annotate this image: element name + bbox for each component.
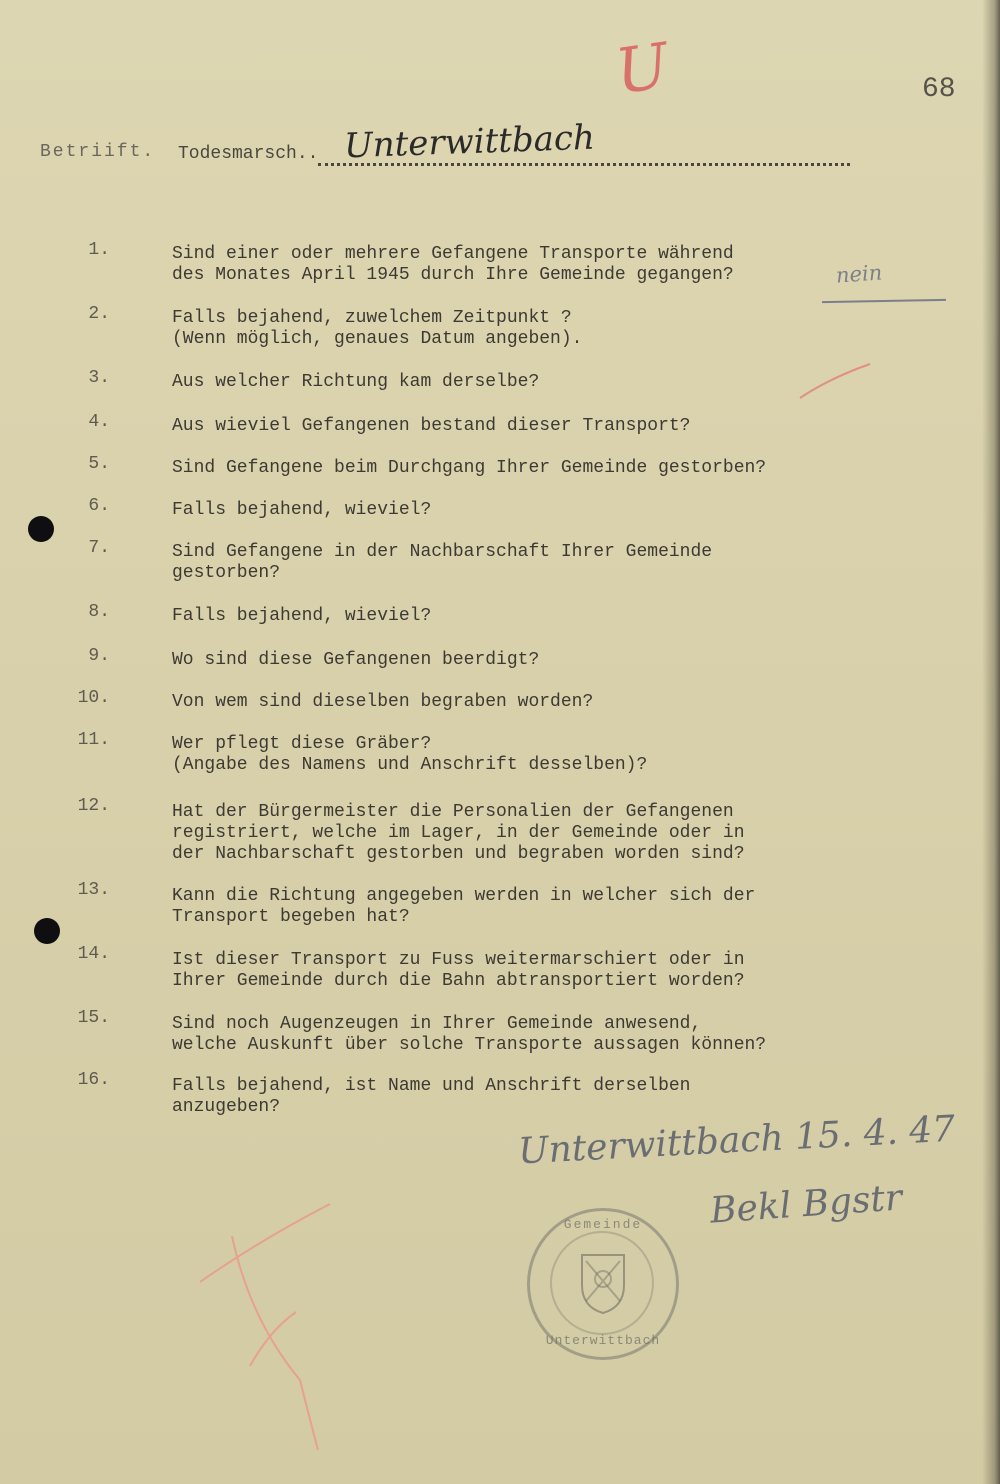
- question-text: Sind Gefangene in der Nachbarschaft Ihrer Gemeinde gestorben?: [172, 542, 713, 583]
- question-text: Falls bejahend, zuwelchem Zeitpunkt ? (Wenn möglich, genaues Datum angeben).: [172, 308, 583, 349]
- question-number: 9.: [88, 646, 110, 666]
- question-number: 14.: [77, 944, 110, 964]
- question-text: Falls bejahend, ist Name und Anschrift derselben anzugeben?: [172, 1076, 691, 1117]
- stamp-bottom-text: Unterwittbach: [545, 1333, 661, 1348]
- question-text: Kann die Richtung angegeben werden in welcher sich der Transport begeben hat?: [172, 886, 756, 927]
- question-number: 8.: [88, 602, 110, 622]
- subject-text: Todesmarsch..: [178, 144, 319, 164]
- red-cross-stroke: [232, 1236, 318, 1450]
- page-edge-shadow: [982, 0, 1000, 1484]
- red-cross-stroke: [200, 1204, 330, 1282]
- question-text: Wer pflegt diese Gräber? (Angabe des Namens und Anschrift desselben)?: [172, 734, 648, 775]
- municipal-stamp: [527, 1208, 679, 1360]
- red-handwritten-mark: U: [611, 28, 674, 109]
- question-number: 16.: [77, 1070, 110, 1090]
- folio-number: 68: [922, 74, 956, 105]
- question-text: Sind Gefangene beim Durchgang Ihrer Gemeinde gestorben?: [172, 458, 767, 478]
- question-text: Wo sind diese Gefangenen beerdigt?: [172, 650, 540, 670]
- question-text: Aus wieviel Gefangenen bestand dieser Transport?: [172, 416, 691, 436]
- answer-underline: [822, 299, 946, 303]
- question-text: Von wem sind dieselben begraben worden?: [172, 692, 594, 712]
- question-text: Aus welcher Richtung kam derselbe?: [172, 372, 540, 392]
- question-text: Sind noch Augenzeugen in Ihrer Gemeinde anwesend, welche Auskunft über solche Transporte aussagen können?: [172, 1014, 767, 1055]
- punch-hole: [34, 918, 60, 944]
- handwritten-place-name: Unterwittbach: [343, 117, 596, 167]
- question-number: 15.: [77, 1008, 110, 1028]
- handwritten-place-date: Unterwittbach 15. 4. 47: [517, 1108, 957, 1173]
- question-number: 10.: [77, 688, 110, 708]
- question-number: 4.: [88, 412, 110, 432]
- subject-label: Betriift.: [40, 142, 156, 162]
- question-number: 5.: [88, 454, 110, 474]
- question-number: 7.: [88, 538, 110, 558]
- question-number: 2.: [88, 304, 110, 324]
- punch-hole: [28, 516, 54, 542]
- handwritten-answer: nein: [835, 260, 883, 288]
- question-text: Falls bejahend, wieviel?: [172, 500, 432, 520]
- question-number: 11.: [77, 730, 110, 750]
- handwritten-signature: Bekl Bgstr: [708, 1177, 904, 1232]
- question-text: Hat der Bürgermeister die Personalien der Gefangenen registriert, welche im Lager, in der Gemeinde oder in der Nachbarschaft gestorben und begraben worden sind?: [172, 802, 745, 864]
- question-number: 3.: [88, 368, 110, 388]
- question-number: 6.: [88, 496, 110, 516]
- question-text: Falls bejahend, wieviel?: [172, 606, 432, 626]
- stamp-top-text: Gemeinde: [563, 1217, 643, 1232]
- question-text: Ist dieser Transport zu Fuss weitermarschiert oder in Ihrer Gemeinde durch die Bahn abtransportiert worden?: [172, 950, 745, 991]
- red-cross-stroke: [250, 1312, 296, 1366]
- question-number: 1.: [88, 240, 110, 260]
- question-number: 12.: [77, 796, 110, 816]
- question-text: Sind einer oder mehrere Gefangene Transporte während des Monates April 1945 durch Ihre Gemeinde gegangen?: [172, 244, 734, 285]
- question-number: 13.: [77, 880, 110, 900]
- coat-of-arms-icon: [578, 1251, 628, 1315]
